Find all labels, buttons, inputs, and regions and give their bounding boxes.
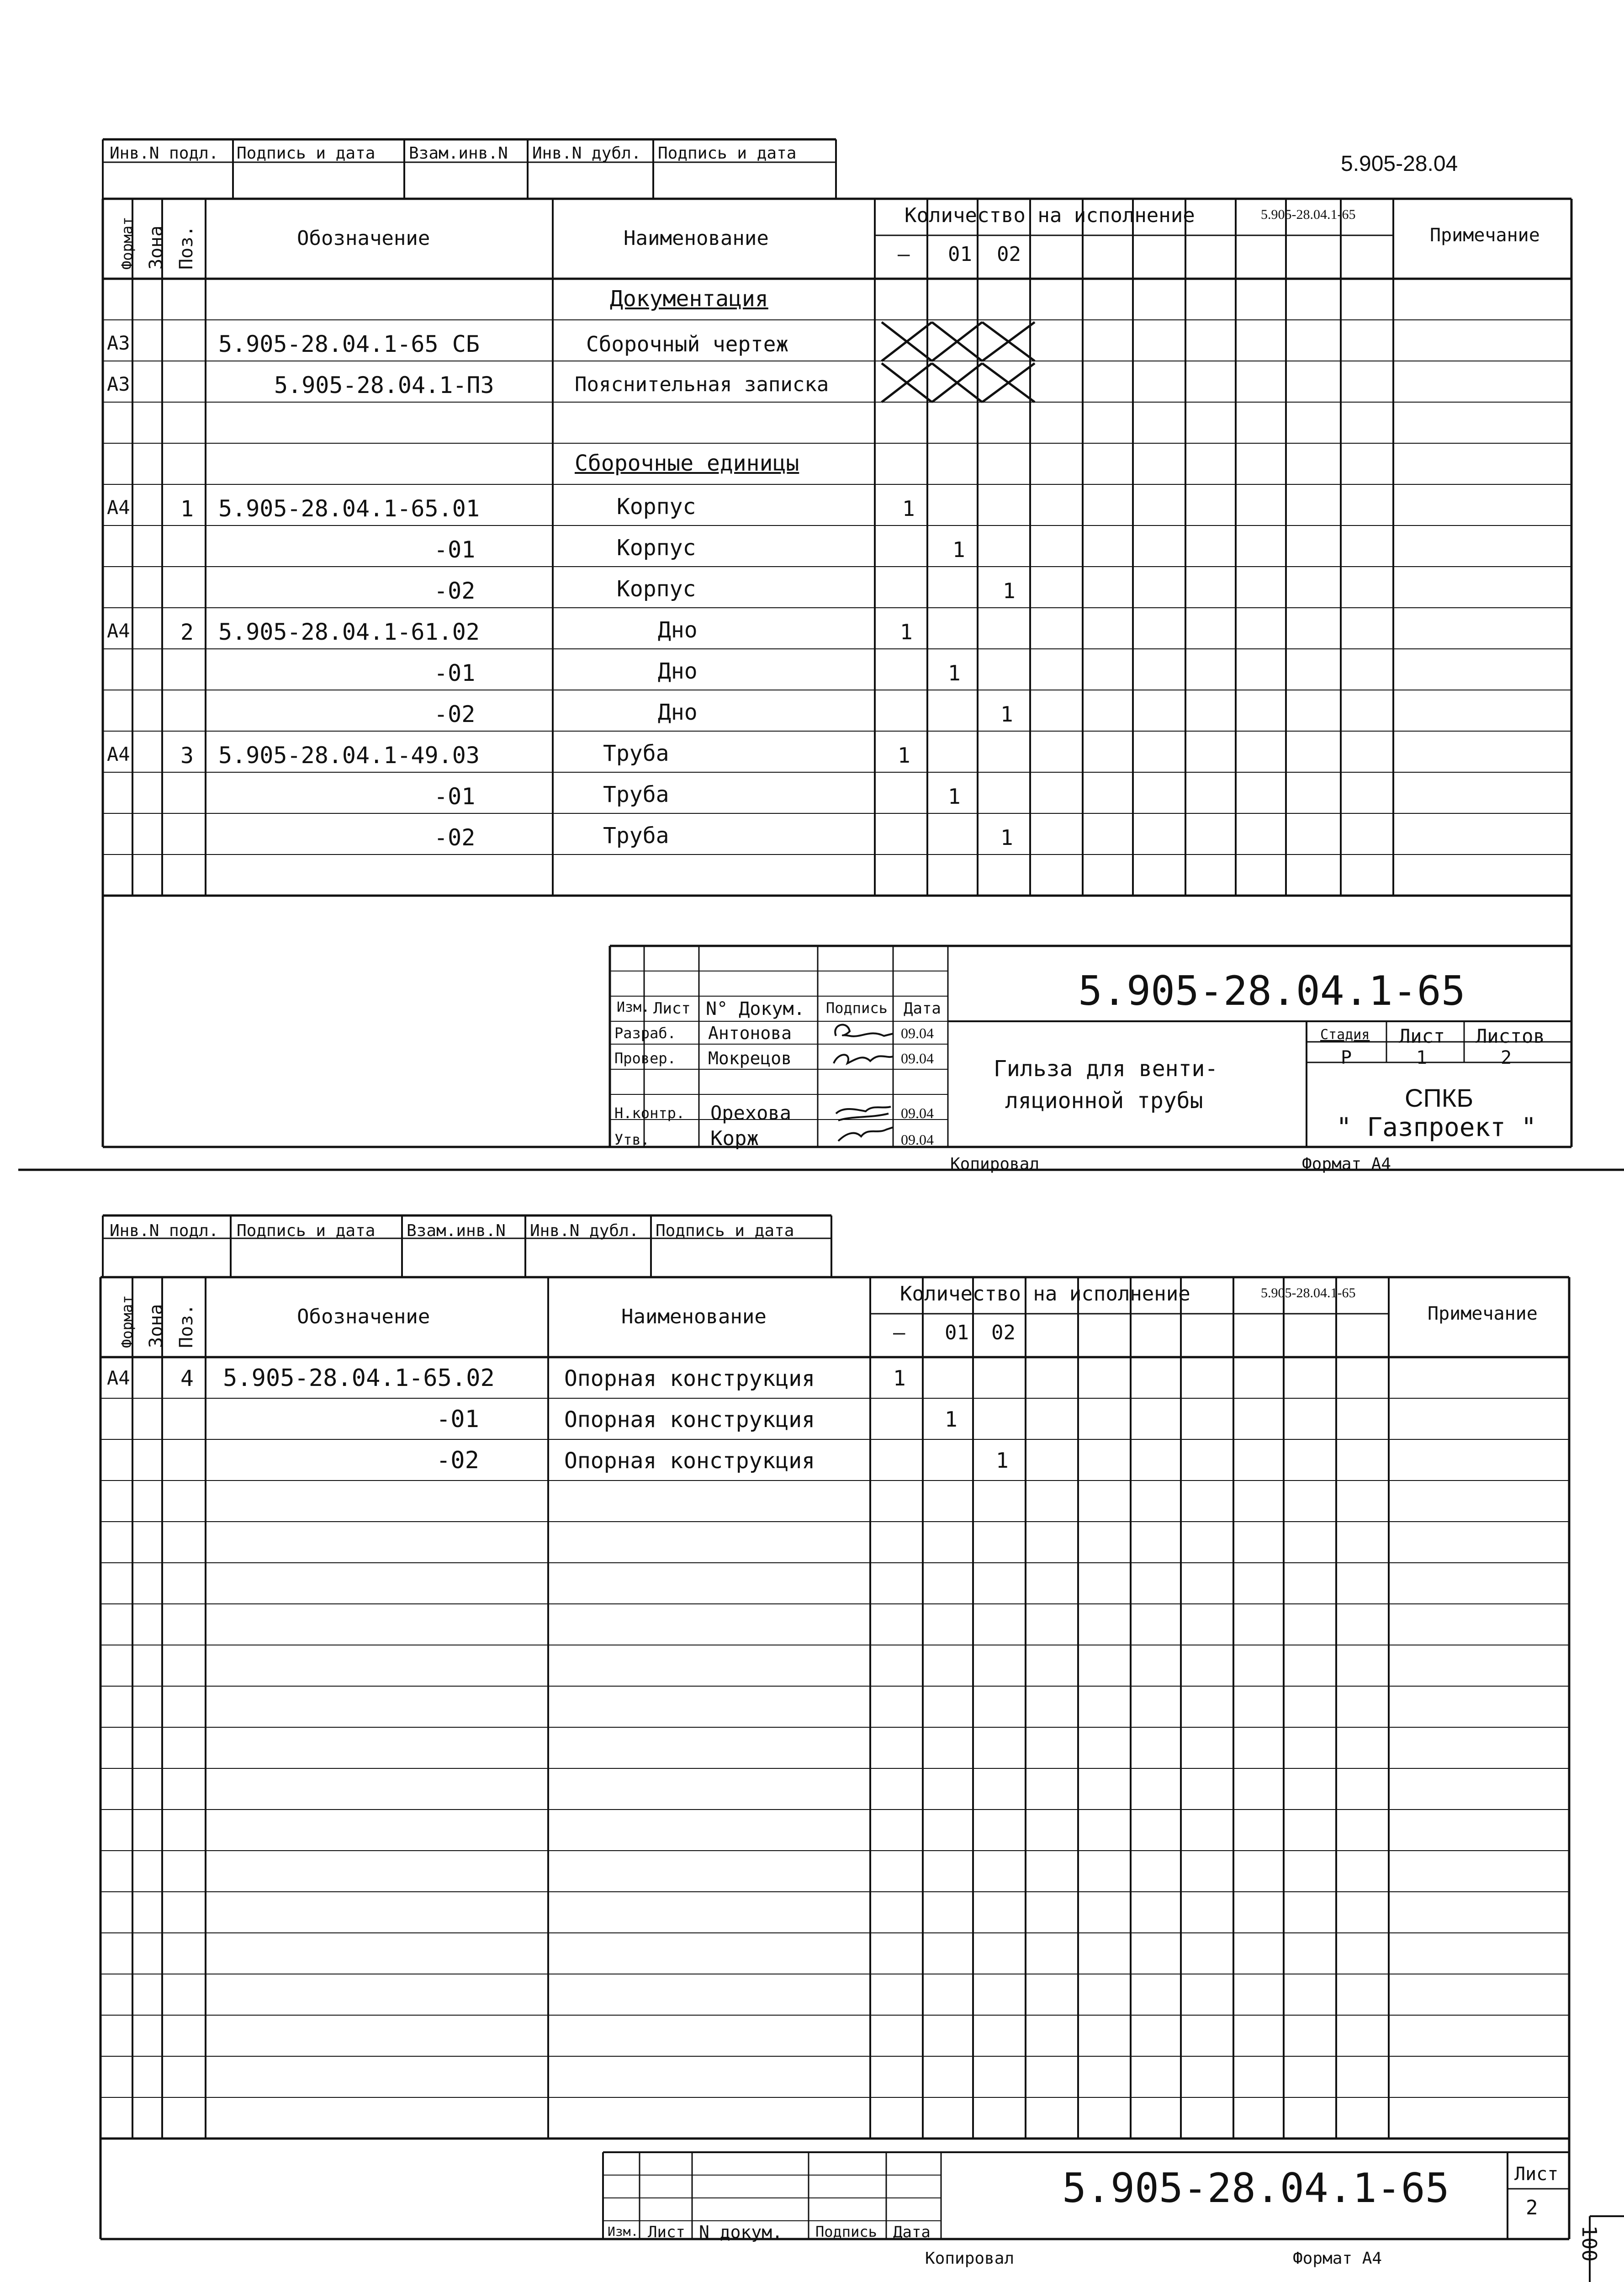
row-format: А4 (107, 743, 130, 765)
row-pos: 2 (180, 620, 194, 645)
row-designation: -02 (434, 578, 476, 604)
tb-nkontr-name: Орехова (710, 1102, 792, 1124)
col-qty: Количество на исполнение (905, 204, 1195, 227)
tb-razrab-name: Антонова (708, 1023, 792, 1043)
col-zone: Зона (146, 225, 167, 270)
tb-izm: Изм. (608, 2224, 639, 2239)
tb-data: Дата (904, 999, 941, 1018)
tb-sheets: 2 (1501, 1047, 1512, 1068)
row-designation: 5.905-28.04.1-ПЗ (274, 372, 494, 398)
row-qty: 1 (1000, 702, 1013, 727)
stamp-vzam-inv: Взам.инв.N (407, 1221, 506, 1240)
row-name: Опорная конструкция (564, 1407, 815, 1433)
stamp-podpis-data-2: Подпись и дата (656, 1221, 794, 1240)
col-pos: Поз. (176, 1304, 197, 1348)
tb-utv-name: Корж (710, 1127, 759, 1150)
col-pos: Поз. (176, 225, 197, 270)
format-label: Формат А4 (1302, 1155, 1391, 1173)
row-name: Труба (603, 741, 669, 766)
row-pos: 3 (180, 743, 194, 769)
tb-sheet: 1 (1416, 1047, 1428, 1068)
copied-label: Копировал (950, 1155, 1040, 1173)
tb-izm: Изм. (617, 999, 650, 1015)
tb-ndoc: N докум. (699, 2222, 783, 2242)
stamp-inv-dubl: Инв.N дубл. (530, 1221, 639, 1240)
row-designation: -02 (434, 824, 476, 851)
col-qty-02: 02 (997, 243, 1021, 266)
row-pos: 4 (180, 1366, 194, 1391)
stamp-inv-podl: Инв.N подл. (110, 144, 219, 163)
row-name: Пояснительная записка (575, 373, 829, 396)
tb-nkontr-label: Н.контр. (614, 1104, 685, 1122)
tb-stadia-label: Стадия (1320, 1027, 1370, 1043)
col-designation: Обозначение (297, 227, 430, 250)
row-qty: 1 (948, 661, 961, 685)
row-qty: 1 (948, 784, 961, 809)
row-pos: 1 (180, 496, 194, 522)
tb-razrab-label: Разраб. (614, 1024, 676, 1042)
title-code: 5.905-28.04.1-65 (1078, 967, 1465, 1014)
row-designation: 5.905-28.04.1-49.03 (218, 742, 480, 769)
row-qty: 1 (1000, 825, 1013, 850)
row-qty: 1 (945, 1407, 957, 1432)
row-name: Дно (658, 617, 698, 643)
tb-podpis: Подпись (826, 999, 888, 1017)
row-qty: 1 (900, 620, 913, 644)
row-name: Сборочный чертеж (586, 332, 789, 356)
col-name: Наименование (621, 1305, 767, 1328)
col-qty-01: 01 (945, 1321, 969, 1344)
row-designation: -01 (434, 783, 476, 810)
row-name: Опорная конструкция (564, 1366, 815, 1391)
tb-data: Дата (893, 2223, 931, 2241)
tb-org-line2: " Газпроект " (1336, 1113, 1537, 1142)
row-format: А4 (107, 1367, 130, 1389)
document-code: 5.905-28.04 (1341, 152, 1458, 176)
row-designation: -01 (434, 660, 476, 686)
col-qty-01: 01 (948, 243, 972, 266)
row-name: Дно (658, 700, 698, 725)
col-format: Формат (118, 1295, 136, 1348)
tb-utv-date: 09.04 (901, 1131, 934, 1148)
row-name: Корпус (617, 576, 696, 602)
tb-sheet-label: Лист (1399, 1025, 1445, 1047)
row-format: А3 (107, 373, 130, 395)
stamp-inv-dubl: Инв.N дубл. (532, 144, 641, 163)
row-format: А4 (107, 620, 130, 642)
tb-list: Лист (648, 2223, 685, 2241)
tb-sheets-label: Листов (1476, 1025, 1545, 1047)
title-code: 5.905-28.04.1-65 (1062, 2165, 1449, 2212)
row-name: Труба (603, 782, 669, 807)
row-format: А4 (107, 496, 130, 519)
row-name: Дно (658, 658, 698, 684)
row-designation: 5.905-28.04.1-65.02 (223, 1364, 495, 1392)
row-qty: 1 (996, 1448, 1009, 1473)
col-format: Формат (118, 217, 136, 270)
signature-image (829, 1020, 898, 1148)
page-number: 100 (1577, 2225, 1601, 2262)
tb-title-line2: ляционной трубы (1005, 1088, 1203, 1114)
row-qty: 1 (952, 537, 965, 562)
col-qty: Количество на исполнение (900, 1282, 1190, 1306)
tb-prover-name: Мокрецов (708, 1048, 792, 1068)
col-qty-ref: 5.905-28.04.1-65 (1261, 1285, 1356, 1300)
stamp-podpis-data-2: Подпись и дата (658, 144, 797, 163)
row-qty: 1 (1003, 578, 1016, 603)
tb-list: Лист (653, 999, 691, 1018)
tb-org-line1: СПКБ (1405, 1083, 1474, 1112)
col-note: Примечание (1430, 225, 1540, 246)
col-zone: Зона (146, 1304, 167, 1348)
row-designation: -01 (434, 536, 476, 563)
col-qty-ref: 5.905-28.04.1-65 (1261, 207, 1356, 222)
section-assembly-units: Сборочные единицы (575, 451, 799, 476)
stamp-vzam-inv: Взам.инв.N (409, 144, 508, 163)
row-designation: -01 (436, 1406, 479, 1433)
row-designation: 5.905-28.04.1-65.01 (218, 495, 480, 522)
row-name: Труба (603, 823, 669, 849)
row-qty: 1 (898, 743, 910, 768)
tb-podpis: Подпись (815, 2223, 877, 2240)
stamp-podpis-data: Подпись и дата (237, 1221, 376, 1240)
col-designation: Обозначение (297, 1305, 430, 1328)
tb-prover-date: 09.04 (901, 1050, 934, 1067)
row-designation: -02 (436, 1447, 479, 1474)
row-name: Опорная конструкция (564, 1448, 815, 1474)
tb-sheet: 2 (1526, 2196, 1538, 2219)
stamp-podpis-data: Подпись и дата (237, 144, 376, 163)
row-designation: 5.905-28.04.1-65 СБ (218, 331, 480, 357)
tb-ndoc: N° Докум. (706, 998, 805, 1019)
col-qty-02: 02 (991, 1321, 1016, 1344)
tb-title-line1: Гильза для венти- (994, 1056, 1218, 1082)
col-qty-dash: – (893, 1321, 905, 1344)
col-name: Наименование (624, 227, 769, 250)
tb-prover-label: Провер. (614, 1050, 676, 1067)
row-name: Корпус (617, 535, 696, 561)
format-label: Формат А4 (1293, 2249, 1382, 2268)
tb-sheet-label: Лист (1514, 2164, 1559, 2185)
row-qty: 1 (893, 1366, 906, 1390)
section-documentation: Документация (610, 286, 768, 312)
tb-utv-label: Утв. (614, 1131, 650, 1148)
tb-stadia: Р (1341, 1047, 1352, 1068)
col-note: Примечание (1428, 1303, 1538, 1324)
col-qty-dash: – (898, 243, 910, 266)
row-designation: 5.905-28.04.1-61.02 (218, 619, 480, 645)
row-qty: 1 (902, 496, 915, 521)
tb-nkontr-date: 09.04 (901, 1105, 934, 1121)
row-name: Корпус (617, 494, 696, 520)
row-designation: -02 (434, 701, 476, 727)
copied-label: Копировал (925, 2249, 1015, 2268)
tb-razrab-date: 09.04 (901, 1025, 934, 1041)
stamp-inv-podl: Инв.N подл. (110, 1221, 219, 1240)
row-format: А3 (107, 332, 130, 354)
